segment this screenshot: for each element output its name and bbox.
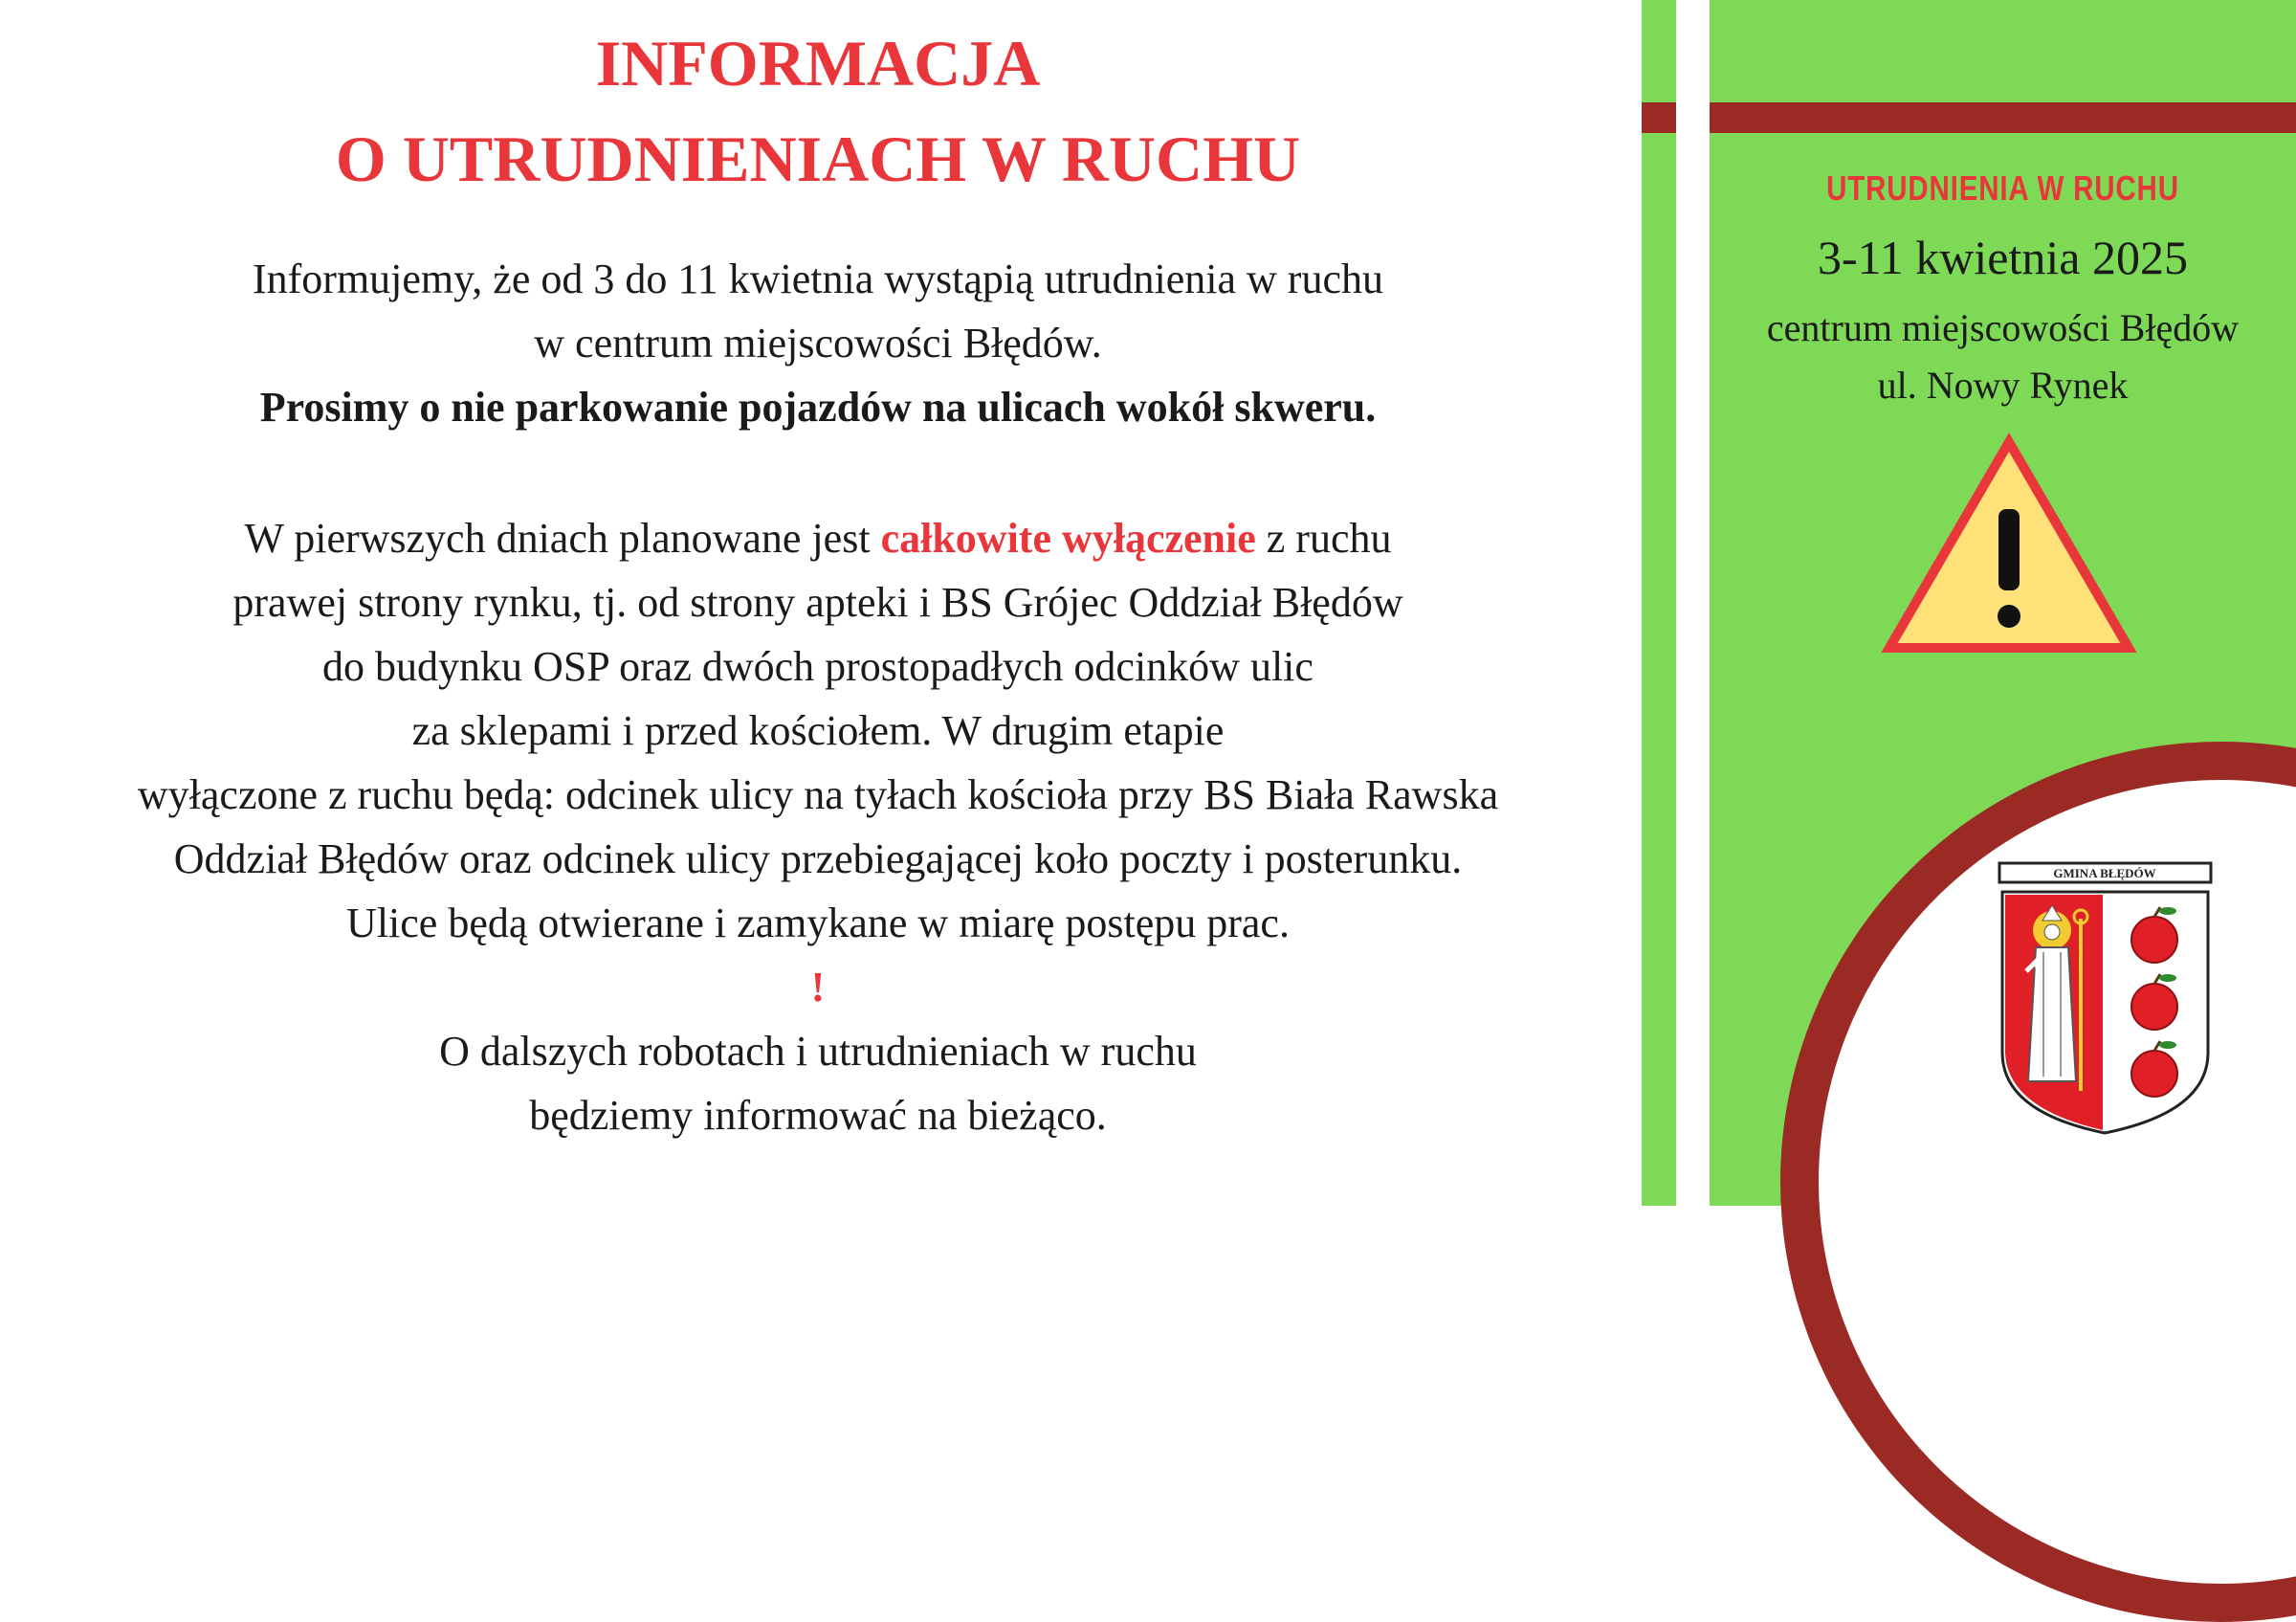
green-stripe [1642,0,1676,1206]
details-line: za sklepami i przed kościołem. W drugim etapie [411,707,1225,754]
intro-line: w centrum miejscowości Błędów. [534,320,1102,367]
intro-paragraph [0,247,1636,439]
red-band-left [1642,102,1676,133]
crest-label: GMINA BŁĘDÓW [2053,866,2156,880]
details-line: wyłączone z ruchu będą: odcinek ulicy na tyłach kościoła przy BS Biała Rawska [137,771,1499,818]
details-line: O dalszych robotach i utrudnieniach w ruchu [439,1028,1197,1075]
page-title-line2: O UTRUDNIENIACH W RUCHU [335,122,1301,195]
side-title: UTRUDNIENIA W RUCHU [1826,168,2179,208]
side-dates: 3-11 kwietnia 2025 [1818,231,2188,284]
details-line: będziemy informować na bieżąco. [529,1092,1107,1139]
details-text: z ruchu [1255,515,1392,562]
highlight-text: całkowite wyłączenie [880,515,1256,562]
side-place [1710,300,2296,414]
details-line: do budynku OSP oraz dwóch prostopadłych odcinków ulic [322,643,1314,690]
red-band [1710,102,2296,133]
details-line: Oddział Błędów oraz odcinek ulicy przebiegającej koło poczty i posterunku. [173,835,1463,882]
details-line: prawej strony rynku, tj. od strony apteki i BS Grójec Oddział Błędów [232,579,1403,626]
details-line [0,506,1636,570]
coat-of-arms-icon [1998,861,2213,1135]
side-place-line: ul. Nowy Rynek [1877,364,2129,407]
side-place-line: centrum miejscowości Błędów [1766,306,2240,349]
details-paragraph [0,506,1636,1147]
details-line: Ulice będą otwierane i zamykane w miarę postępu prac. [346,900,1290,946]
details-text: W pierwszych dniach planowane jest [244,515,881,562]
exclamation-mark: ! [810,964,826,1011]
page-title-line1: INFORMACJA [595,27,1041,100]
intro-line: Informujemy, że od 3 do 11 kwietnia wystąpią utrudnienia w ruchu [253,256,1383,302]
warning-triangle-icon [1880,433,2138,657]
intro-request: Prosimy o nie parkowanie pojazdów na ulicach wokół skweru. [259,384,1377,431]
